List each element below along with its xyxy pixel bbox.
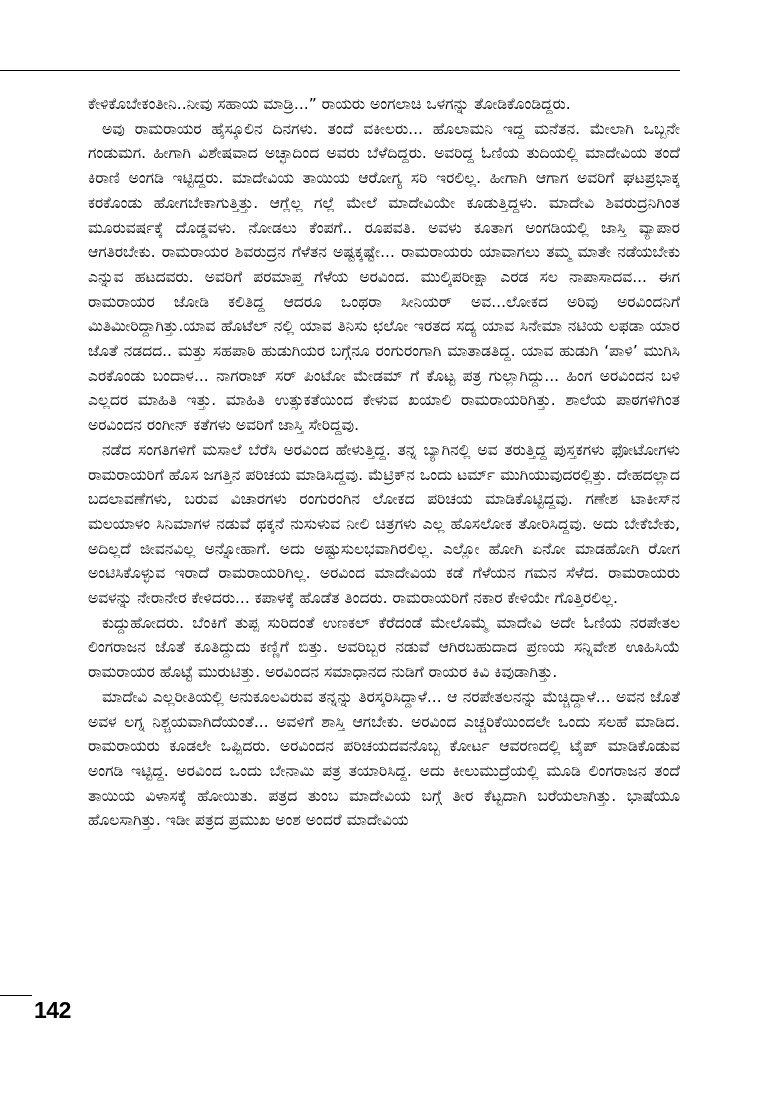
- body-text: [88, 92, 680, 833]
- paragraph: ಮಾದೇವಿ ಎಲ್ಲರೀತಿಯಲ್ಲಿ ಅನುಕೂಲವಿರುವ ತನ್ನನ್ನು ತಿರಸ್ಕರಿಸಿದ್ದಾಳೆ... ಆ ನರಪೇತಲನನ್ನು ಮೆಚ್ಚಿದ್ದಾಳೆ... ಅವನ ಜೊತೆ ಅವಳ ಲಗ್ನ ನಿಶ್ಚಯವಾಗಿದೆಯಂತೆ... ಅವಳಿಗೆ ಶಾಸ್ತಿ ಆಗಬೇಕು. ಅರವಿಂದ ಎಚ್ಚರಿಕೆಯಿಂದಲೇ ಒಂದು ಸಲಹೆ ಮಾಡಿದ. ರಾಮರಾಯರು ಕೂಡಲೇ ಒಪ್ಪಿದರು. ಅರವಿಂದನ ಪರಿಚಯದವನೊಬ್ಬ ಕೋರ್ಟ ಆವರಣದಲ್ಲಿ ಟೈಪ್ ಮಾಡಿಕೊಡುವ ಅಂಗಡಿ ಇಟ್ಟಿದ್ದ. ಅರವಿಂದ ಒಂದು ಬೇನಾಮಿ ಪತ್ರ ತಯಾರಿಸಿದ್ದ. ಅದು ಕೀಲುಮುದ್ರೆಯಲ್ಲಿ ಮೂಡಿ ಲಿಂಗರಾಜನ ತಂದೆ ತಾಯಿಯ ವಿಳಾಸಕ್ಕೆ ಹೋಯಿತು. ಪತ್ರದ ತುಂಬ ಮಾದೇವಿಯ ಬಗ್ಗೆ ತೀರ ಕೆಟ್ಟದಾಗಿ ಬರೆಯಲಾಗಿತ್ತು. ಭಾಷೆಯೂ ಹೊಲಸಾಗಿತ್ತು. ಇಡೀ ಪತ್ರದ ಪ್ರಮುಖ ಅಂಶ ಅಂದರೆ ಮಾದೇವಿಯ: [88, 687, 680, 830]
- paragraph: ಅವು ರಾಮರಾಯರ ಹೈಸ್ಕೂಲಿನ ದಿನಗಳು. ತಂದೆ ವಕೀಲರು... ಹೊಲಾಮನಿ ಇದ್ದ ಮನೆತನ. ಮೇಲಾಗಿ ಒಬ್ಬನೇ ಗಂಡುಮಗ. ಹೀಗಾಗಿ ವಿಶೇಷವಾದ ಅಚ್ಛಾದಿಂದ ಅವರು ಬೆಳೆದಿದ್ದರು. ಅವರಿದ್ದ ಓಣಿಯ ತುದಿಯಲ್ಲಿ ಮಾದೇವಿಯ ತಂದೆ ಕಿರಾಣಿ ಅಂಗಡಿ ಇಟ್ಟಿದ್ದರು. ಮಾದೇವಿಯ ತಾಯಿಯ ಆರೋಗ್ಯ ಸರಿ ಇರಲಿಲ್ಲ. ಹೀಗಾಗಿ ಆಗಾಗ ಅವರಿಗೆ ಘಟಪ್ರಭಾಕ್ಕ ಕರಕೊಂಡು ಹೋಗಬೇಕಾಗುತ್ತಿತ್ತು. ಆಗ್ಲೆಲ್ಲ ಗಲ್ಲೆ ಮೇಲೆ ಮಾದೇವಿಯೇ ಕೂಡುತ್ತಿದ್ದಳು. ಮಾದೇವಿ ಶಿವರುದ್ರನಿಗಿಂತ ಮೂರುವರ್ಷಕ್ಕೆ ದೊಡ್ಡವಳು. ನೋಡಲು ಕೆಂಪಗೆ.. ರೂಪವತಿ. ಅವಳು ಕೂತಾಗ ಅಂಗಡಿಯಲ್ಲಿ ಜಾಸ್ತಿ ವ್ಯಾಪಾರ ಆಗತಿರಬೇಕು. ರಾಮರಾಯರ ಶಿವರುದ್ರನ ಗೆಳೆತನ ಅಷ್ಟಕ್ಕಷ್ಟೇ... ರಾಮರಾಯರು ಯಾವಾಗಲು ತಮ್ಮ ಮಾತೇ ನಡೆಯಬೇಕು ಎನ್ನುವ ಹಟದವರು. ಅವರಿಗೆ ಪರಮಾಪ್ತ ಗೆಳೆಯ ಅರವಿಂದ. ಮುಲ್ಕಿಪರೀಕ್ಷಾ ಎರಡ ಸಲ ನಾಪಾಸಾದವ... ಈಗ ರಾಮರಾಯರ ಜೋಡಿ ಕಲಿತಿದ್ದ ಆದರೂ ಒಂಥರಾ ಸೀನಿಯರ್ ಅವ...ಲೋಕದ ಅರಿವು ಅರವಿಂದನಿಗೆ ಮಿತಿಮೀರಿದ್ದಾಗಿತ್ತು.ಯಾವ ಹೊಟೆಲ್ ನಲ್ಲಿ ಯಾವ ತಿನಿಸು ಛಲೋ ಇರತದ ಸದ್ಯ ಯಾವ ಸಿನೇಮಾ ನಟಿಯ ಲಫಡಾ ಯಾರ ಜೊತೆ ನಡದದ.. ಮತ್ತು ಸಹಪಾಠಿ ಹುಡುಗಿಯರ ಬಗ್ಗೆನೂ ರಂಗುರಂಗಾಗಿ ಮಾತಾಡತಿದ್ದ. ಯಾವ ಹುಡುಗಿ ‘ಪಾಳಿ’ ಮುಗಿಸಿ ಎರಕೊಂಡು ಬಂದಾಳ... ನಾಗರಾಜ್ ಸರ್ ಪಿಂಟೋ ಮೇಡಮ್ ಗೆ ಕೊಟ್ಟ ಪತ್ರ ಗುಲ್ಲಾಗಿದ್ದು... ಹಿಂಗ ಅರವಿಂದನ ಬಳಿ ಎಲ್ಲದರ ಮಾಹಿತಿ ಇತ್ತು. ಮಾಹಿತಿ ಉತ್ಸುಕತೆಯಿಂದ ಕೇಳುವ ಖಯಾಲಿ ರಾಮರಾಯರಿಗಿತ್ತು. ಶಾಲೆಯ ಪಾಠಗಳಿಗಿಂತ ಅರವಿಂದನ ರಂಗೀನ್ ಕತೆಗಳು ಅವರಿಗೆ ಜಾಸ್ತಿ ಸೇರಿದ್ದವು.: [88, 119, 680, 435]
- page-number: 142: [34, 997, 71, 1023]
- paragraph: ನಡೆದ ಸಂಗತಿಗಳಿಗೆ ಮಸಾಲೆ ಬೆರೆಸಿ ಅರವಿಂದ ಹೇಳುತ್ತಿದ್ದ. ತನ್ನ ಬ್ಯಾಗಿನಲ್ಲಿ ಅವ ತರುತ್ತಿದ್ದ ಪುಸ್ತಕಗಳು ಫೋಟೋಗಳು ರಾಮರಾಯರಿಗೆ ಹೊಸ ಜಗತ್ತಿನ ಪರಿಚಯ ಮಾಡಿಸಿದ್ದವು. ಮೆಟ್ರಿಕ್‌ನ ಒಂದು ಟರ್ಮ್ ಮುಗಿಯುವುದರಲ್ಲಿತ್ತು. ದೇಹದಲ್ಲಾದ ಬದಲಾವಣೆಗಳು, ಬರುವ ವಿಚಾರಗಳು ರಂಗುರಂಗಿನ ಲೋಕದ ಪರಿಚಯ ಮಾಡಿಕೊಟ್ಟಿದ್ದವು. ಗಣೇಶ ಟಾಕೀಸ್‌ನ ಮಲಯಾಳಂ ಸಿನಿಮಾಗಳ ನಡುವೆ ಥಕ್ಕನೆ ನುಸುಳುವ ನೀಲಿ ಚಿತ್ರಗಳು ಎಲ್ಲ ಹೊಸಲೋಕ ತೋರಿಸಿದ್ದವು. ಅದು ಬೇಕೆಬೇಕು, ಅದಿಲ್ಲದೆ ಜೀವನವಿಲ್ಲ ಅನ್ನೋಹಾಗೆ. ಅದು ಅಷ್ಟುಸುಲಭವಾಗಿರಲಿಲ್ಲ. ಎಲ್ಲೋ ಹೋಗಿ ಏನೋ ಮಾಡಹೋಗಿ ರೋಗ ಅಂಟಿಸಿಕೊಳ್ಳುವ ಇರಾದೆ ರಾಮರಾಯರಿಗಿಲ್ಲ. ಅರವಿಂದ ಮಾದೇವಿಯ ಕಡೆ ಗೆಳೆಯನ ಗಮನ ಸೆಳೆದ. ರಾಮರಾಯರು ಅವಳನ್ನು ನೇರಾನೇರ ಕೇಳಿದರು... ಕಪಾಳಕ್ಕೆ ಹೊಡೆತ ತಿಂದರು. ರಾಮರಾಯರಿಗೆ ನಕಾರ ಕೇಳಿಯೇ ಗೊತ್ತಿರಲಿಲ್ಲ.: [88, 440, 680, 608]
- header-rule: [0, 70, 680, 71]
- paragraph: ಕೇಳಿಕೊಬೇಕಂತೀನಿ..ನೀವು ಸಹಾಯ ಮಾಡ್ರಿ...” ರಾಯರು ಅಂಗಲಾಚಿ ಒಳಗನ್ನು ತೋಡಿಕೊಂಡಿದ್ದರು.: [88, 95, 571, 113]
- paragraph: ಕುದ್ದುಹೋದರು. ಬೆಂಕಿಗೆ ತುಪ್ಪ ಸುರಿದಂತೆ ಉಣಕಲ್ ಕೆರೆದಂಡೆ ಮೇಲೊಮ್ಮೆ ಮಾದೇವಿ ಅದೇ ಓಣಿಯ ನರಪೇತಲ ಲಿಂಗರಾಜನ ಜೊತೆ ಕೂತಿದ್ದುದು ಕಣ್ಣಿಗೆ ಬಿತ್ತು. ಅವರಿಬ್ಬರ ನಡುವೆ ಆಗಿರಬಹುದಾದ ಪ್ರಣಯ ಸನ್ನಿವೇಶ ಊಹಿಸಿಯೆ ರಾಮರಾಯರ ಹೊಟ್ಟೆ ಮುರುಟಿತ್ತು. ಅರವಿಂದನ ಸಮಾಧಾನದ ನುಡಿಗೆ ರಾಯರ ಕಿವಿ ಕಿವುಡಾಗಿತ್ತು.: [88, 613, 680, 682]
- footer-rule: [0, 995, 32, 996]
